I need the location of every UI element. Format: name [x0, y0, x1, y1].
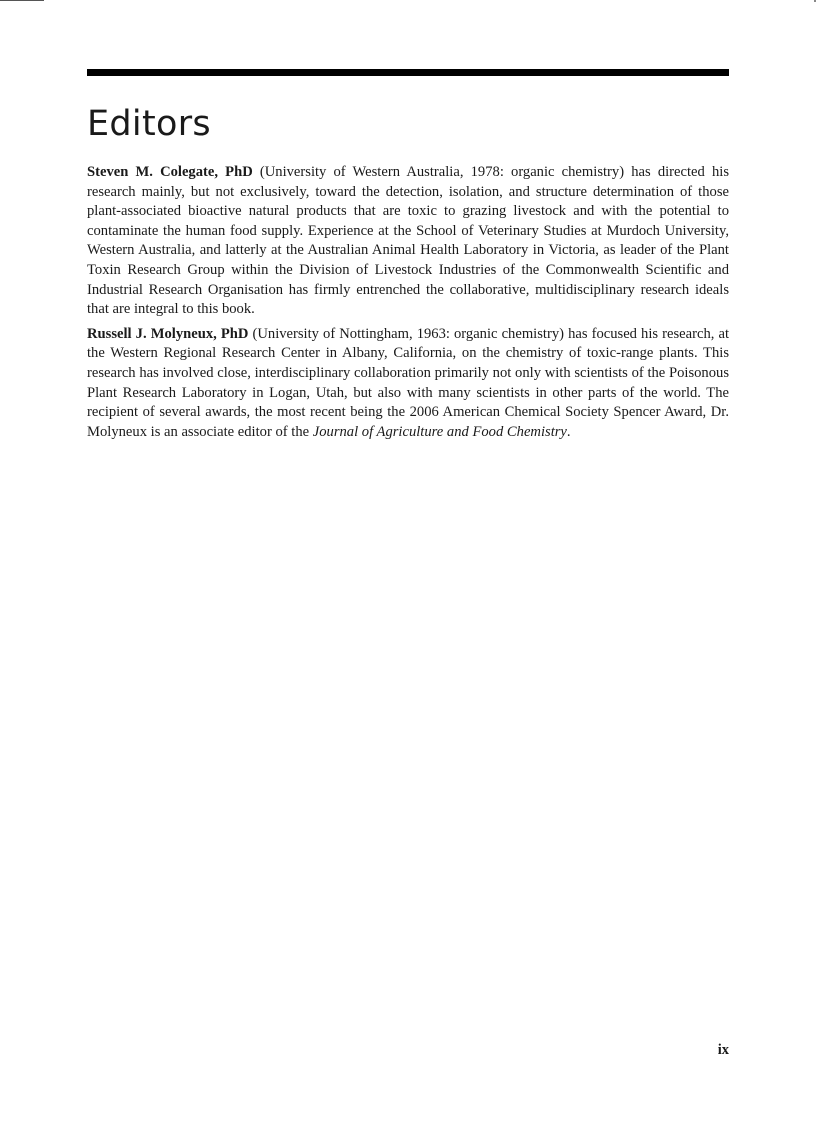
bio-name-colegate: Steven M. Colegate, PhD	[87, 164, 253, 180]
bio-colegate	[87, 163, 729, 320]
title-rule	[87, 69, 729, 76]
journal-title: Journal of Agriculture and Food Chemistry	[312, 423, 567, 440]
page-number: ix	[717, 1042, 729, 1058]
bio-end-molyneux: .	[566, 423, 571, 440]
editors-bios	[87, 163, 729, 447]
bio-molyneux	[87, 325, 729, 443]
bio-text-colegate: (University of Western Australia, 1978: organic chemistry) has directed his research mainly, but not exclusively, toward the detection, isolation, and structure determination of those plant-associated bioactive natural products that are toxic to grazing livestock and with the potential to contaminate the human food supply. Experience at the School of Veterinary Studies at Murdoch University, Western Australia, and latterly at the Australian Animal Health Laboratory in Victoria, as leader of the Plant Toxin Research Group within the Division of Livestock Industries of the Commonwealth Scientific and Industrial Research Organisation has firmly entrenched the collaborative, multidisciplinary research ideals that are integral to this book.	[87, 164, 729, 318]
page-title: Editors	[87, 104, 211, 144]
crop-mark	[0, 0, 44, 1]
bio-text-molyneux: (University of Nottingham, 1963: organic chemistry) has focused his research, at the Western Regional Research Center in Albany, California, on the chemistry of toxic-range plants. This research has involved close, interdisciplinary collaboration primarily not only with scientists of the Poisonous Plant Research Laboratory in Logan, Utah, but also with many scientists in other parts of the world. The recipient of several awards, the most recent being the 2006 American Chemical Society Spencer Award, Dr. Molyneux is an associate editor of the	[87, 325, 730, 440]
bio-name-molyneux: Russell J. Molyneux, PhD	[87, 325, 249, 342]
